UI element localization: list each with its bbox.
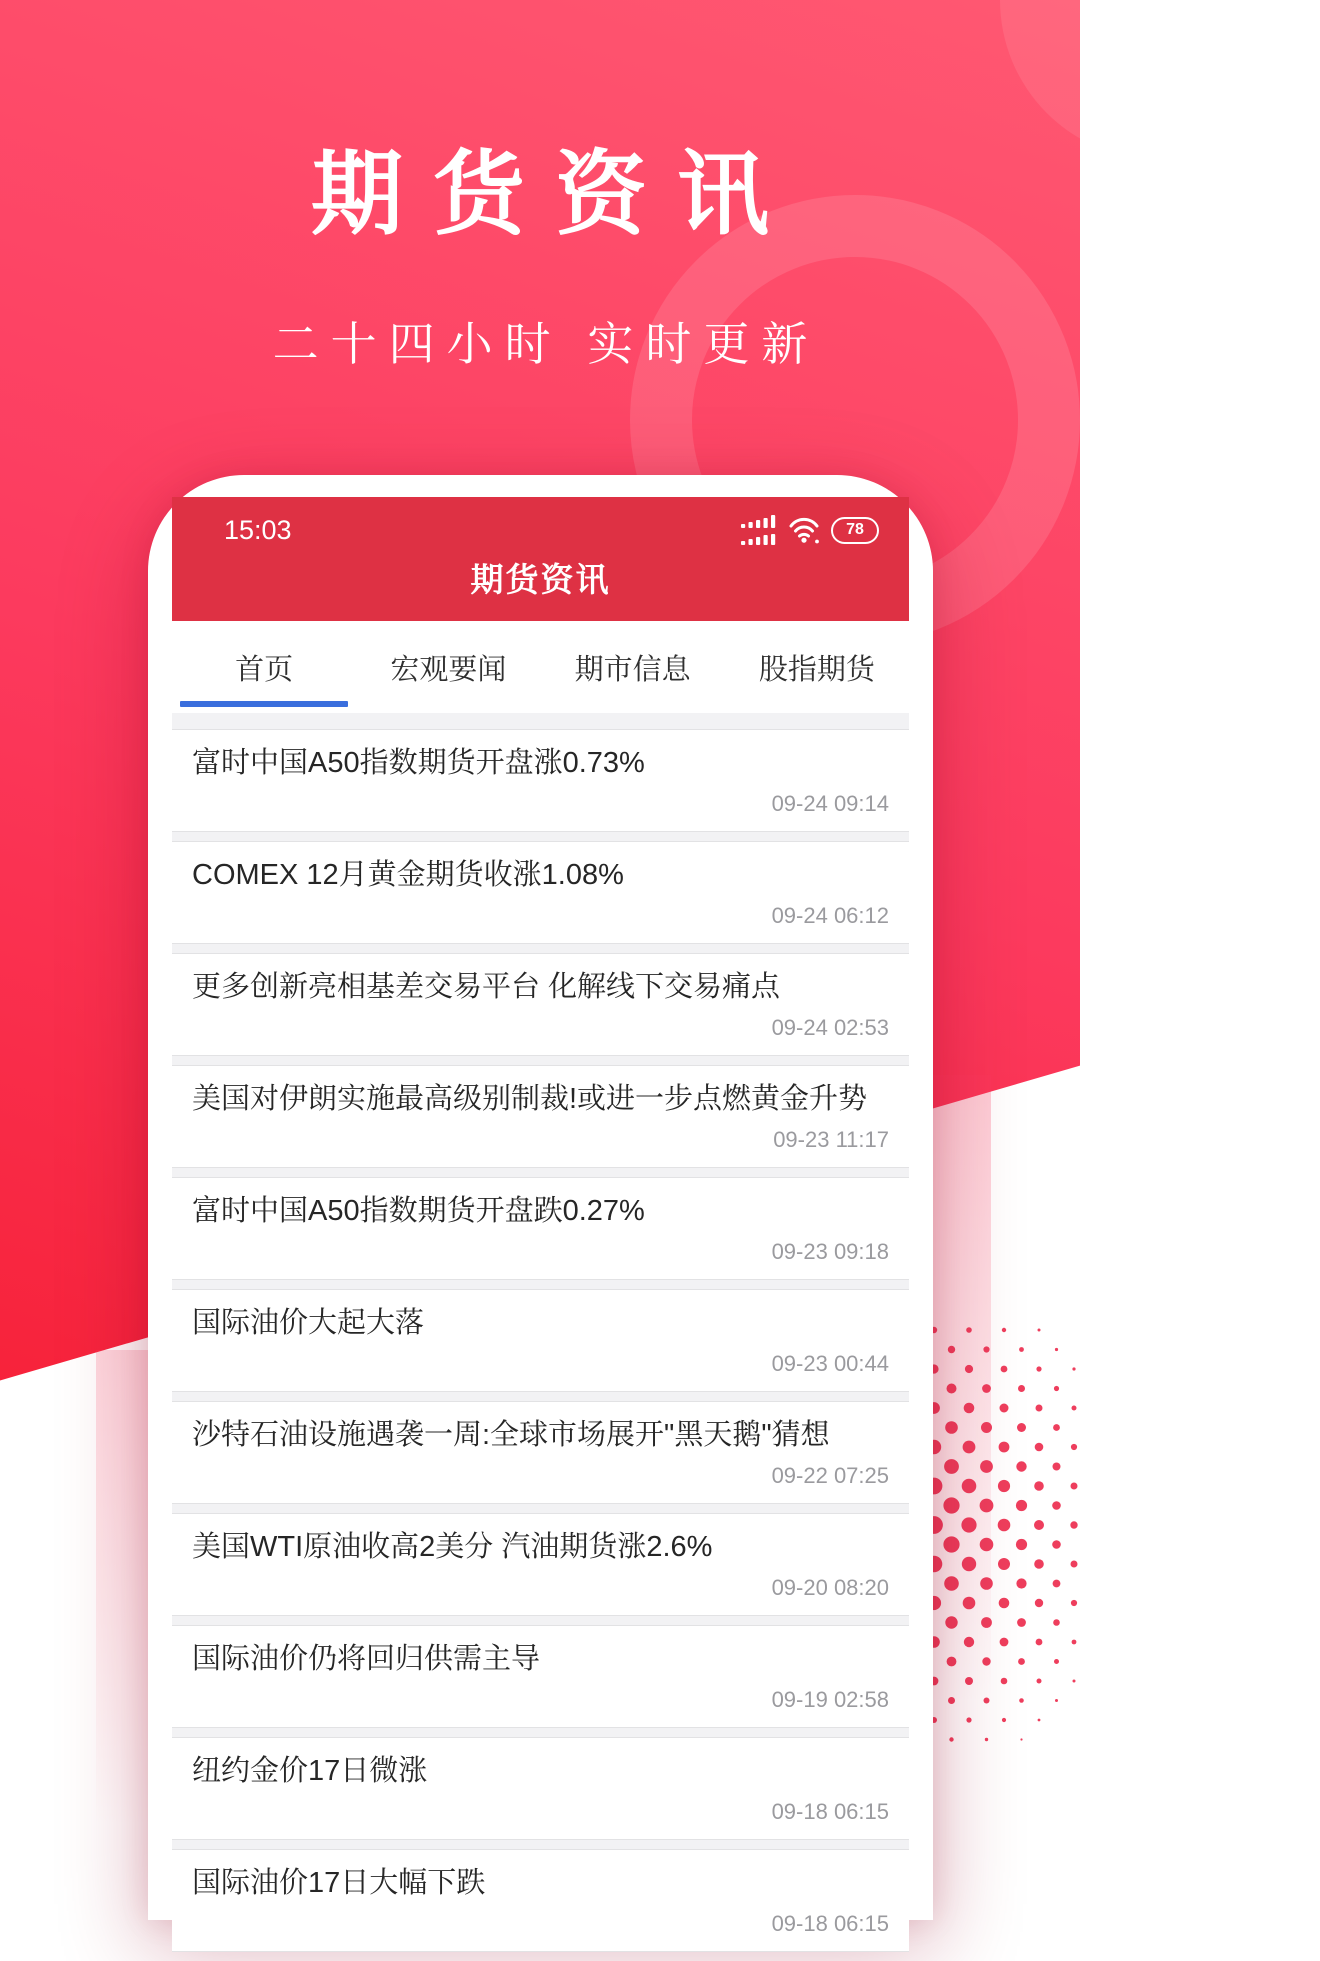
- news-title: 富时中国A50指数期货开盘涨0.73%: [192, 747, 645, 779]
- app-header: [172, 497, 909, 621]
- news-item[interactable]: [172, 1625, 909, 1728]
- news-title: 美国对伊朗实施最高级别制裁!或进一步点燃黄金升势: [192, 1083, 868, 1115]
- news-timestamp: 09-19 02:58: [771, 1687, 889, 1712]
- news-timestamp: 09-23 11:17: [773, 1127, 889, 1152]
- news-title: 国际油价仍将回归供需主导: [192, 1643, 541, 1675]
- news-item[interactable]: [172, 1737, 909, 1840]
- news-item[interactable]: [172, 1401, 909, 1504]
- news-timestamp: 09-23 09:18: [771, 1239, 889, 1264]
- status-icons: [741, 515, 879, 545]
- cellular-signal-icon: [741, 515, 777, 545]
- news-timestamp: 09-24 09:14: [771, 791, 889, 816]
- news-item[interactable]: [172, 1065, 909, 1168]
- news-timestamp: 09-23 00:44: [771, 1351, 889, 1376]
- news-item[interactable]: [172, 1177, 909, 1280]
- news-title: 沙特石油设施遇袭一周:全球市场展开"黑天鹅"猜想: [192, 1419, 830, 1451]
- news-title: 美国WTI原油收高2美分 汽油期货涨2.6%: [192, 1531, 713, 1563]
- tab-market-info[interactable]: 期市信息: [574, 653, 691, 686]
- tab-macro-news[interactable]: 宏观要闻: [390, 653, 507, 686]
- news-timestamp: 09-22 07:25: [771, 1463, 889, 1488]
- news-item[interactable]: [172, 1513, 909, 1616]
- news-title: 国际油价大起大落: [192, 1307, 425, 1339]
- status-bar: [172, 497, 909, 545]
- news-item[interactable]: [172, 953, 909, 1056]
- news-timestamp: 09-18 06:15: [771, 1799, 889, 1824]
- status-time: 15:03: [224, 515, 292, 545]
- news-timestamp: 09-24 06:12: [771, 903, 889, 928]
- news-title: 纽约金价17日微涨: [192, 1755, 428, 1787]
- news-item[interactable]: [172, 729, 909, 832]
- news-item[interactable]: [172, 1289, 909, 1392]
- battery-indicator: 78: [831, 517, 879, 544]
- app-header-title: 期货资讯: [470, 561, 611, 598]
- news-timestamp: 09-20 08:20: [771, 1575, 889, 1600]
- tab-bar: [172, 621, 909, 713]
- news-title: COMEX 12月黄金期货收涨1.08%: [192, 859, 624, 891]
- news-title: 国际油价17日大幅下跌: [192, 1867, 486, 1899]
- news-title: 更多创新亮相基差交易平台 化解线下交易痛点: [192, 971, 781, 1003]
- halftone-dots: [928, 1320, 1080, 1760]
- wifi-icon: [788, 517, 820, 544]
- news-timestamp: 09-18 06:15: [771, 1911, 889, 1936]
- phone-mockup: [148, 475, 933, 1936]
- tab-home[interactable]: 首页: [172, 621, 356, 713]
- news-timestamp: 09-24 02:53: [771, 1015, 889, 1040]
- phone-screen: [172, 497, 909, 1936]
- news-title: 富时中国A50指数期货开盘跌0.27%: [192, 1195, 645, 1227]
- hero-title: 期货资讯: [310, 144, 799, 246]
- news-item[interactable]: [172, 1849, 909, 1952]
- hero-subtitle: 二十四小时 实时更新: [272, 318, 820, 370]
- phone-left-glow: [96, 1350, 148, 1910]
- news-list: [172, 713, 909, 1961]
- news-item[interactable]: [172, 841, 909, 944]
- tab-index-futures[interactable]: 股指期货: [758, 653, 875, 686]
